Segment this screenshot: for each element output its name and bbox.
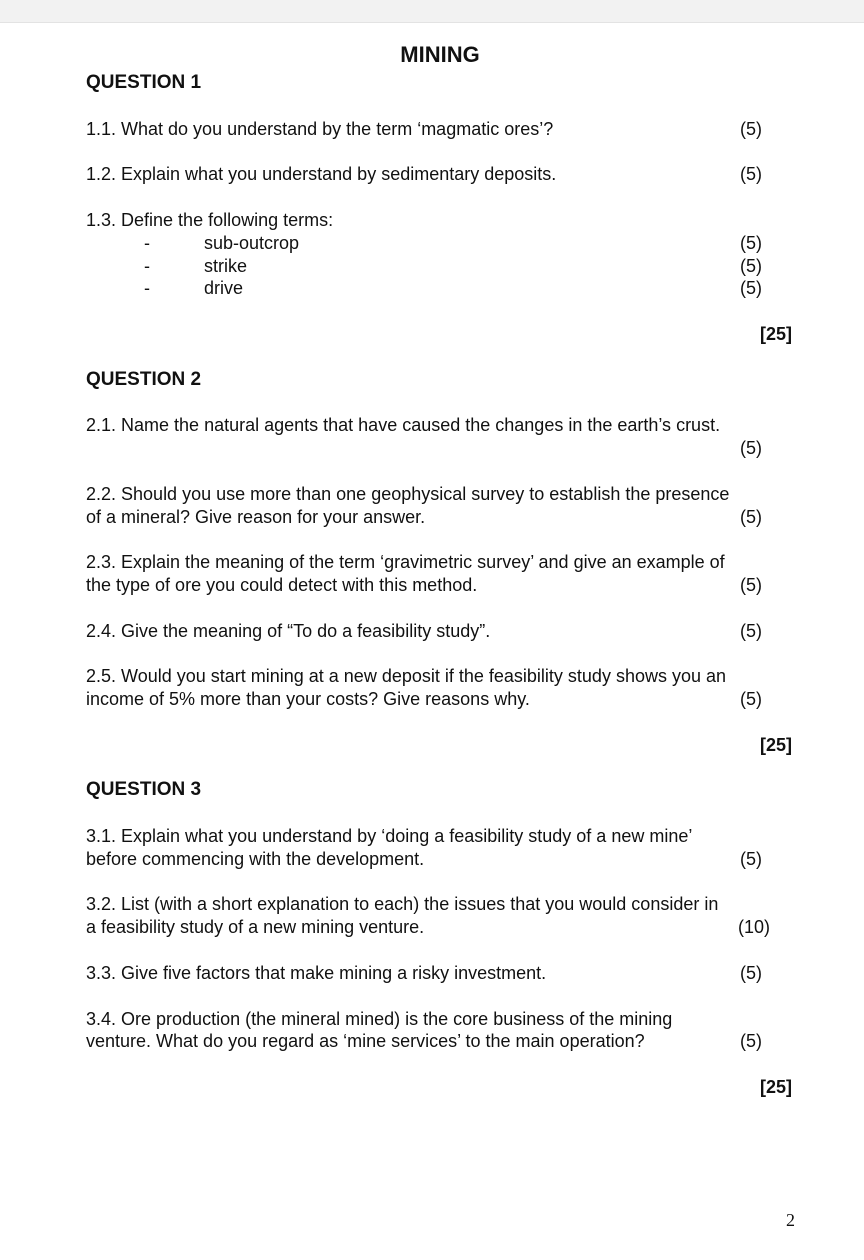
question-3-1-text-cont: before commencing with the development. [86, 849, 425, 869]
question-2-2-text-cont: of a mineral? Give reason for your answer. [86, 507, 426, 527]
question-2-3-mark: (5) [740, 575, 762, 595]
question-3-total: [25] [760, 1077, 793, 1097]
term-bullet: - [144, 278, 150, 298]
question-3-1-text: 3.1. Explain what you understand by ‘doing a feasibility study of a new mine’ [86, 826, 693, 846]
question-2-heading: QUESTION 2 [86, 369, 202, 390]
question-1-3-text: 1.3. Define the following terms: [86, 210, 334, 230]
question-2-5-mark: (5) [740, 689, 762, 709]
question-3-2-text: 3.2. List (with a short explanation to each) the issues that you would consider in [86, 894, 719, 914]
question-1-total: [25] [760, 324, 793, 344]
term-bullet: - [144, 256, 150, 276]
term-drive: drive [204, 278, 244, 298]
question-1-heading: QUESTION 1 [86, 72, 202, 93]
question-2-1-text: 2.1. Name the natural agents that have caused the changes in the earth’s crust. [86, 415, 721, 435]
question-2-2-mark: (5) [740, 507, 762, 527]
term-sub-outcrop: sub-outcrop [204, 233, 300, 253]
question-2-total: [25] [760, 735, 793, 755]
question-2-4-mark: (5) [740, 621, 762, 641]
question-2-3-text-cont: the type of ore you could detect with this method. [86, 575, 478, 595]
question-3-1-mark: (5) [740, 849, 762, 869]
question-1-1-text: 1.1. What do you understand by the term ‘magmatic ores’? [86, 119, 554, 139]
question-2-4-text: 2.4. Give the meaning of “To do a feasibility study”. [86, 621, 491, 641]
term-strike-mark: (5) [740, 256, 762, 276]
question-1-2-mark: (5) [740, 164, 762, 184]
term-strike: strike [204, 256, 248, 276]
page-number: 2 [786, 1210, 795, 1230]
question-2-2-text: 2.2. Should you use more than one geophysical survey to establish the presence [86, 484, 730, 504]
question-3-3-mark: (5) [740, 963, 762, 983]
question-1-1-mark: (5) [740, 119, 762, 139]
question-3-4-text-cont: venture. What do you regard as ‘mine services’ to the main operation? [86, 1031, 645, 1051]
question-3-3-text: 3.3. Give five factors that make mining a risky investment. [86, 963, 547, 983]
document-title: MINING [400, 42, 480, 67]
question-1-2-text: 1.2. Explain what you understand by sedimentary deposits. [86, 164, 557, 184]
question-2-5-text: 2.5. Would you start mining at a new deposit if the feasibility study shows you an [86, 666, 727, 686]
question-3-2-mark: (10) [738, 917, 771, 937]
term-drive-mark: (5) [740, 278, 762, 298]
question-3-4-mark: (5) [740, 1031, 762, 1051]
question-3-2-text-cont: a feasibility study of a new mining venture. [86, 917, 425, 937]
question-2-1-mark: (5) [740, 438, 762, 458]
question-3-heading: QUESTION 3 [86, 779, 202, 800]
term-sub-outcrop-mark: (5) [740, 233, 762, 253]
question-2-5-text-cont: income of 5% more than your costs? Give reasons why. [86, 689, 530, 709]
term-bullet: - [144, 233, 150, 253]
question-2-3-text: 2.3. Explain the meaning of the term ‘gravimetric survey’ and give an example of [86, 552, 725, 572]
question-3-4-text: 3.4. Ore production (the mineral mined) is the core business of the mining [86, 1009, 673, 1029]
